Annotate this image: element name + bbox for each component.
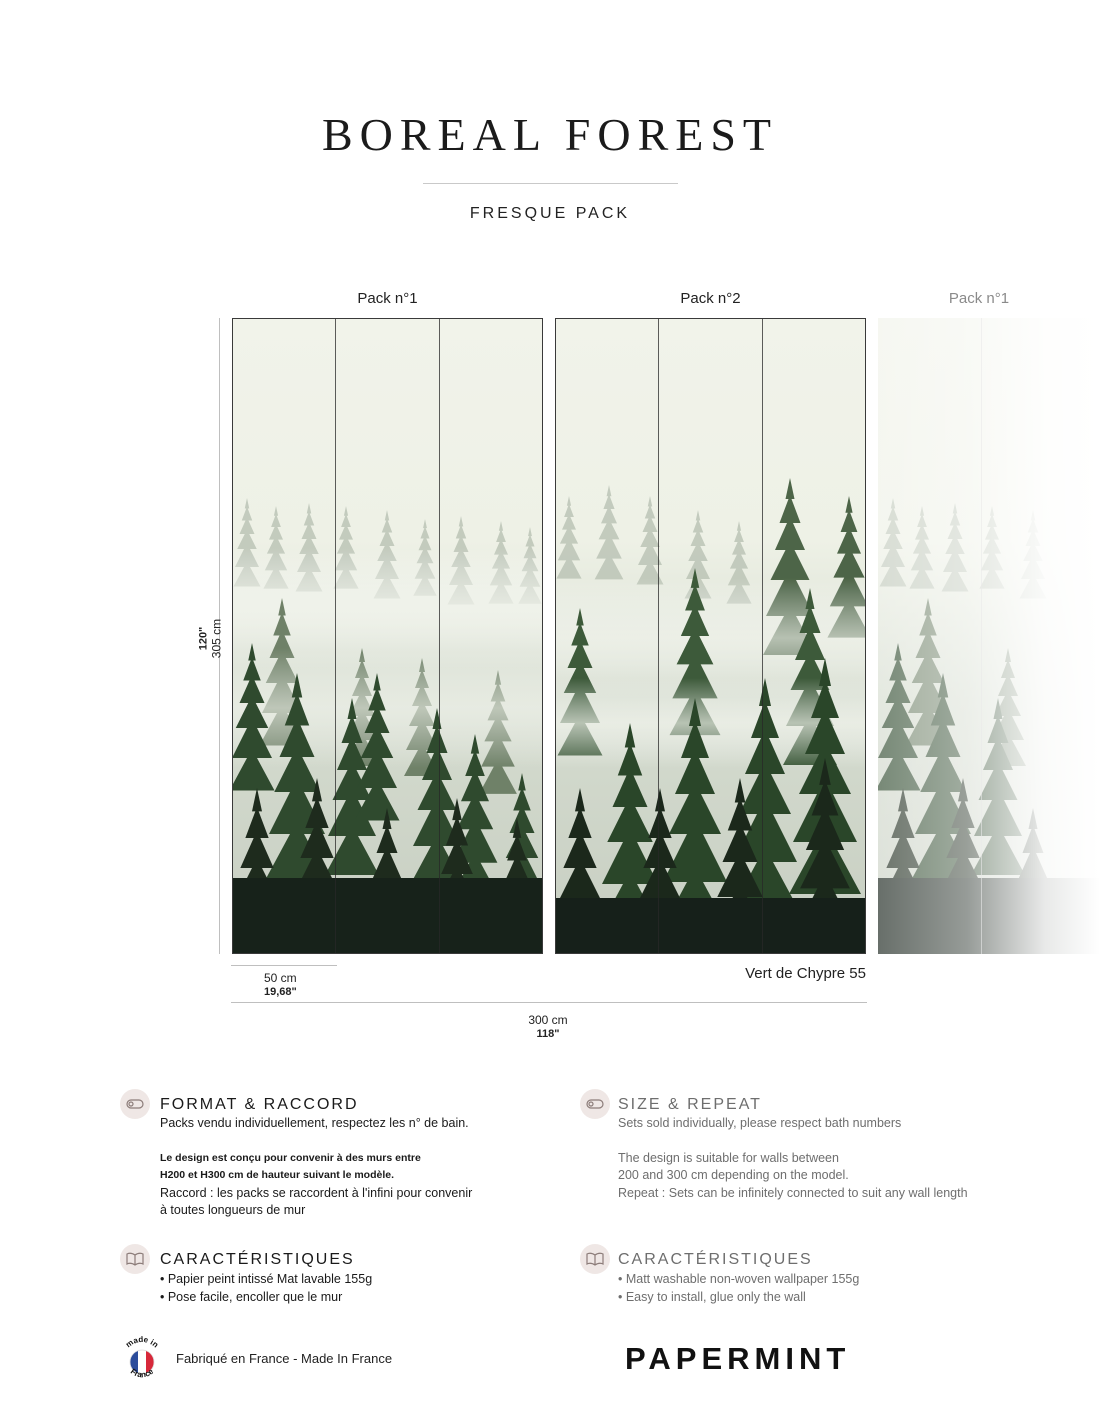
characteristics-title-fr: CARACTÉRISTIQUES — [160, 1251, 355, 1268]
title-divider — [423, 183, 678, 184]
characteristic-line: • Papier peint intissé Mat lavable 155g — [160, 1272, 373, 1286]
page-subtitle: FRESQUE PACK — [469, 205, 631, 222]
book-icon — [120, 1244, 150, 1274]
page-title: BOREAL FOREST — [321, 109, 779, 160]
svg-text:made in: made in — [124, 1334, 161, 1350]
strip-width-line — [231, 965, 337, 966]
format-text-fr — [160, 1115, 560, 1220]
height-inches: 120" — [197, 626, 210, 651]
characteristics-text-en — [618, 1271, 1038, 1306]
characteristic-line: • Matt washable non-woven wallpaper 155g — [618, 1272, 860, 1286]
format-line: Le design est conçu pour convenir à des murs entre — [160, 1151, 421, 1164]
strip-seam — [658, 318, 659, 954]
total-width-line — [231, 1002, 867, 1003]
format-line: The design is suitable for walls between — [618, 1150, 839, 1165]
format-line: Raccord : les packs se raccordent à l'infini pour convenir — [160, 1185, 473, 1200]
format-title-fr: FORMAT & RACCORD — [160, 1096, 359, 1113]
book-icon — [580, 1244, 610, 1274]
characteristic-line: • Easy to install, glue only the wall — [618, 1289, 806, 1304]
svg-text:France: France — [128, 1366, 156, 1380]
pack-label-1: Pack n°1 — [357, 290, 418, 307]
height-dimension-label — [197, 569, 224, 709]
roll-icon — [120, 1089, 150, 1119]
strip-width-label — [264, 971, 297, 999]
colour-name: Vert de Chypre 55 — [745, 965, 866, 982]
pack-label-3: Pack n°1 — [948, 290, 1010, 307]
forest-panel-pack-1 — [232, 318, 543, 954]
france-flag-icon — [118, 1333, 166, 1385]
format-line: Repeat : Sets can be infinitely connected to suit any wall length — [618, 1185, 968, 1200]
characteristic-line: • Pose facile, encoller que le mur — [160, 1289, 343, 1304]
format-line: à toutes longueurs de mur — [160, 1203, 306, 1217]
format-line: 200 and 300 cm depending on the model. — [618, 1168, 849, 1182]
format-line: Packs vendu individuellement, respectez les n° de bain. — [160, 1116, 469, 1130]
fade-overlay — [878, 318, 1100, 958]
format-line: H200 et H300 cm de hauteur suivant le modèle. — [160, 1169, 395, 1181]
pack-label-2: Pack n°2 — [680, 290, 741, 307]
total-width-inches: 118" — [536, 1028, 560, 1040]
total-width-cm: 300 cm — [528, 1013, 568, 1027]
strip-seam — [762, 318, 763, 954]
characteristics-title-en: CARACTÉRISTIQUES — [618, 1251, 813, 1268]
format-title-en: SIZE & REPEAT — [618, 1096, 762, 1113]
height-cm: 305 cm — [209, 618, 224, 659]
roll-icon — [580, 1089, 610, 1119]
forest-image — [555, 318, 866, 954]
brand-logo: PAPERMINT — [625, 1341, 851, 1376]
made-in-france-text: Fabriqué en France - Made In France — [176, 1351, 393, 1366]
characteristics-text-fr — [160, 1271, 560, 1306]
strip-seam — [439, 318, 440, 954]
format-text-en — [618, 1115, 1038, 1202]
total-width-label — [498, 1013, 598, 1041]
made-in-france-badge — [118, 1333, 166, 1385]
forest-panel-pack-2 — [555, 318, 866, 954]
strip-width-inches: 19,68" — [264, 986, 297, 998]
format-line: Sets sold individually, please respect bath numbers — [618, 1116, 902, 1130]
strip-width-cm: 50 cm — [264, 971, 297, 985]
forest-image — [232, 318, 543, 954]
strip-seam — [335, 318, 336, 954]
